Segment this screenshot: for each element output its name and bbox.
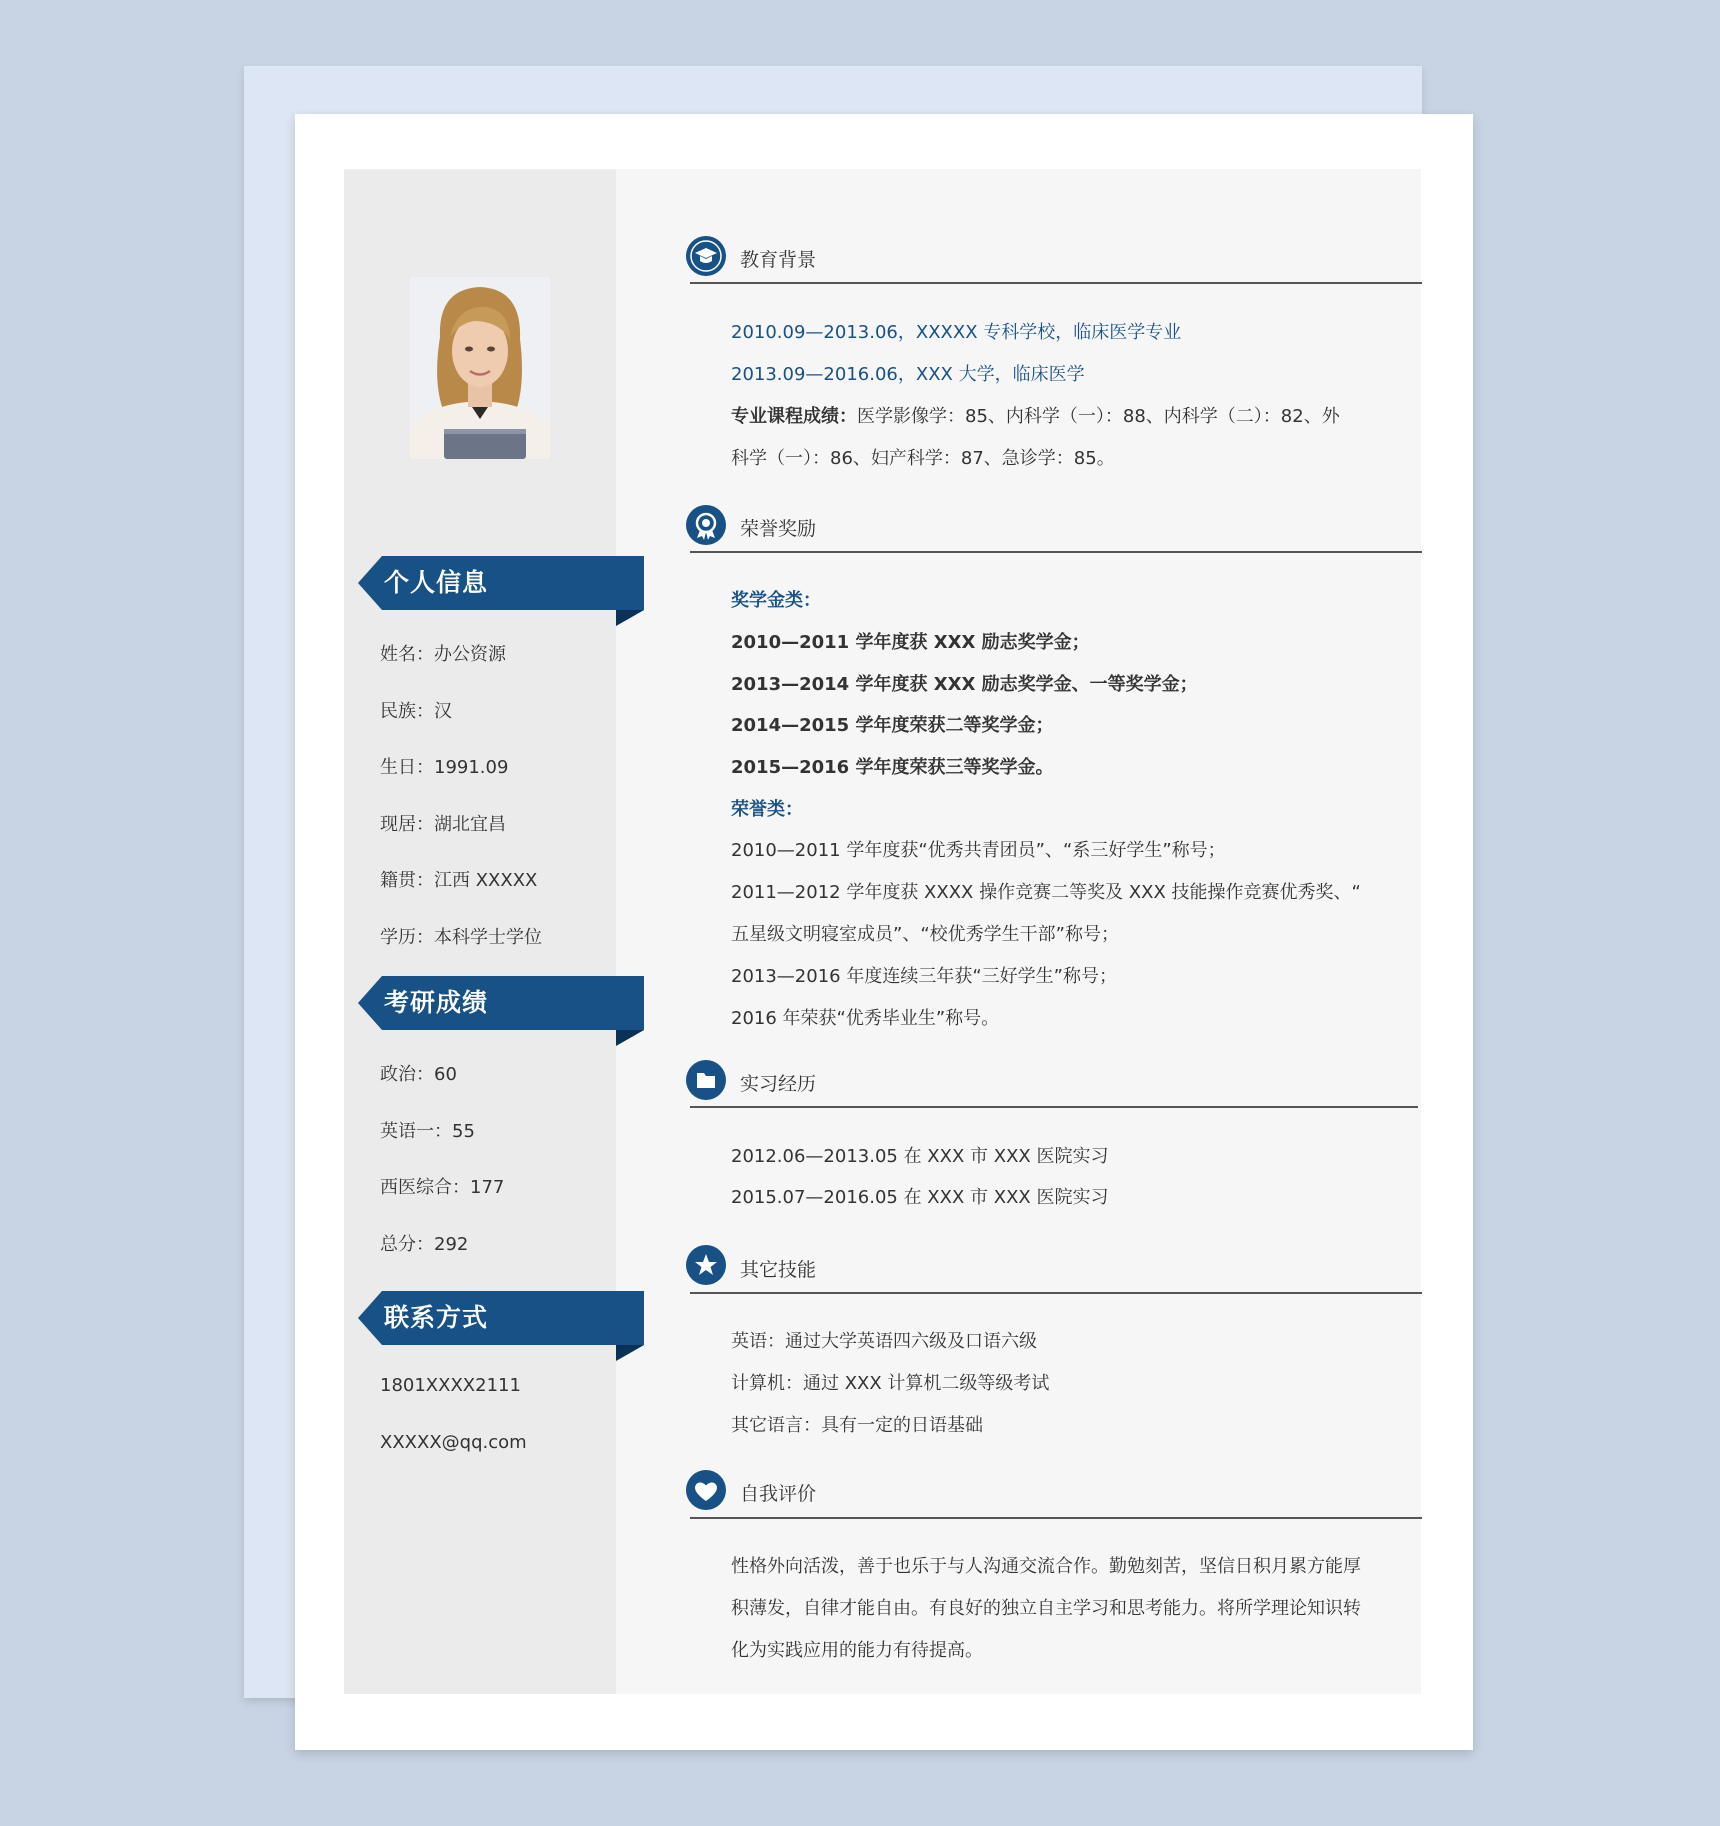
self-eval-title: 自我评价 (740, 1483, 817, 1505)
education-divider (690, 282, 1422, 284)
course-scores (731, 402, 1340, 428)
course-scores-label: 专业课程成绩： (731, 406, 857, 427)
contact-title: 联系方式 (384, 1303, 489, 1332)
education-title: 教育背景 (740, 249, 817, 271)
skill-item: 其它语言：具有一定的日语基础 (731, 1415, 983, 1436)
self-eval-line: 积薄发，自律才能自由。有良好的独立自主学习和思考能力。将所学理论知识转 (731, 1598, 1361, 1619)
self-eval-divider (690, 1517, 1422, 1519)
scholarship-item: 2013—2014 学年度获 XXX 励志奖学金、一等奖学金； (731, 674, 1198, 695)
skill-item: 英语：通过大学英语四六级及口语六级 (731, 1331, 1037, 1352)
info-hometown: 籍贯：江西 XXXXX (380, 870, 538, 891)
course-scores-line2: 科学（一）：86、妇产科学：87、急诊学：85。 (731, 448, 1115, 469)
honor-item: 2010—2011 学年度获“优秀共青团员”、“系三好学生”称号； (731, 840, 1226, 861)
contact-email: XXXXX@qq.com (380, 1432, 527, 1453)
skill-item: 计算机：通过 XXX 计算机二级等级考试 (731, 1373, 1050, 1394)
exam-scores-header (358, 976, 644, 1030)
award-icon (686, 505, 726, 545)
profile-photo (410, 277, 550, 459)
info-ethnicity: 民族：汉 (380, 701, 452, 722)
exam-total: 总分：292 (380, 1234, 469, 1255)
honor-item: 2013—2016 年度连续三年获“三好学生”称号； (731, 966, 1117, 987)
exam-scores-title: 考研成绩 (384, 988, 489, 1017)
internship-item: 2015.07—2016.05 在 XXX 市 XXX 医院实习 (731, 1187, 1109, 1208)
info-residence: 现居：湖北宜昌 (380, 814, 506, 835)
graduation-cap-icon (686, 236, 726, 276)
internship-divider (690, 1106, 1418, 1108)
honor-item: 五星级文明寝室成员”、“校优秀学生干部”称号； (731, 924, 1119, 945)
info-name: 姓名：办公资源 (380, 644, 506, 665)
scholarship-item: 2015—2016 学年度荣获三等奖学金。 (731, 757, 1054, 778)
personal-info-title: 个人信息 (384, 568, 489, 597)
skills-title: 其它技能 (740, 1259, 817, 1281)
scholarship-item: 2010—2011 学年度获 XXX 励志奖学金； (731, 632, 1090, 653)
honor-item: 2016 年荣获“优秀毕业生”称号。 (731, 1008, 1000, 1029)
folder-icon (686, 1060, 726, 1100)
internship-item: 2012.06—2013.05 在 XXX 市 XXX 医院实习 (731, 1146, 1109, 1167)
info-birthday: 生日：1991.09 (380, 757, 509, 778)
course-scores-line1: 医学影像学：85、内科学（一）：88、内科学（二）：82、外 (857, 406, 1340, 427)
personal-info-header (358, 556, 644, 610)
honors-divider (690, 551, 1422, 553)
exam-english: 英语一：55 (380, 1121, 475, 1142)
contact-header (358, 1291, 644, 1345)
honor-item: 2011—2012 学年度获 XXXX 操作竞赛二等奖及 XXX 技能操作竞赛优秀奖、“ (731, 882, 1361, 903)
star-icon (686, 1245, 726, 1285)
honor-label: 荣誉类： (731, 799, 803, 820)
education-line: 2010.09—2013.06，XXXXX 专科学校，临床医学专业 (731, 322, 1182, 343)
scholarship-item: 2014—2015 学年度荣获二等奖学金； (731, 715, 1054, 736)
exam-politics: 政治：60 (380, 1064, 457, 1085)
exam-medicine: 西医综合：177 (380, 1177, 505, 1198)
education-line: 2013.09—2016.06，XXX 大学，临床医学 (731, 364, 1085, 385)
scholarship-label: 奖学金类： (731, 590, 821, 611)
self-eval-line: 化为实践应用的能力有待提高。 (731, 1640, 983, 1661)
honors-title: 荣誉奖励 (740, 518, 817, 540)
skills-divider (690, 1292, 1422, 1294)
internship-title: 实习经历 (740, 1073, 817, 1095)
self-eval-line: 性格外向活泼，善于也乐于与人沟通交流合作。勤勉刻苦，坚信日积月累方能厚 (731, 1556, 1361, 1577)
contact-phone: 1801XXXX2111 (380, 1375, 521, 1396)
info-degree: 学历：本科学士学位 (380, 927, 542, 948)
heart-icon (686, 1470, 726, 1510)
